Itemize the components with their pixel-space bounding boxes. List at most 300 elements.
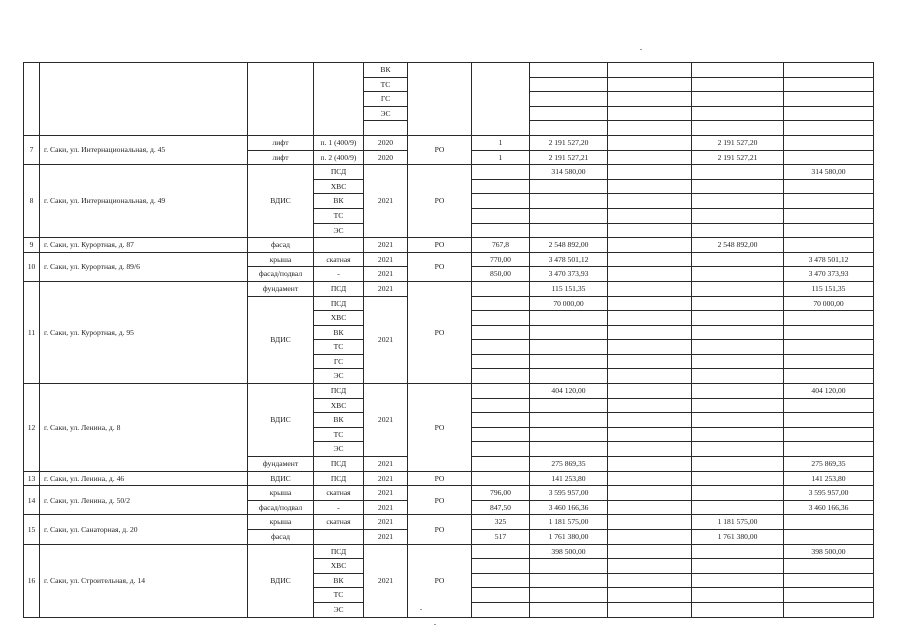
table-cell: ТС [314, 208, 364, 223]
table-cell: крыша [248, 515, 314, 530]
table-row [24, 135, 874, 150]
table-cell: 1 [472, 150, 530, 165]
table-cell [692, 442, 784, 457]
table-cell: 2021 [364, 471, 408, 486]
table-cell: 14 [24, 486, 40, 515]
table-cell: п. 1 (400/9) [314, 135, 364, 150]
table-row [24, 63, 874, 78]
table-cell [608, 267, 692, 282]
table-cell [784, 588, 874, 603]
table-cell: 796,00 [472, 486, 530, 501]
table-cell [692, 340, 784, 355]
table-cell: г. Саки, ул. Интернациональная, д. 45 [40, 135, 248, 164]
table-cell [472, 442, 530, 457]
table-cell: г. Саки, ул. Курортная, д. 89/6 [40, 252, 248, 281]
table-cell [692, 325, 784, 340]
table-cell: ЭС [314, 442, 364, 457]
table-cell: 2 548 892,00 [530, 238, 608, 253]
table-cell: фасад/подвал [248, 267, 314, 282]
table-cell: 70 000,00 [530, 296, 608, 311]
table-cell: 1 [472, 135, 530, 150]
table-cell: ПСД [314, 457, 364, 472]
table-cell: 2021 [364, 544, 408, 617]
table-cell: РО [408, 238, 472, 253]
table-cell [314, 63, 364, 136]
table-cell [692, 281, 784, 296]
table-cell: крыша [248, 252, 314, 267]
table-cell [530, 92, 608, 107]
table-cell [530, 325, 608, 340]
table-cell: 767,8 [472, 238, 530, 253]
table-cell [692, 486, 784, 501]
table-cell [472, 602, 530, 617]
table-cell [608, 238, 692, 253]
table-cell [608, 588, 692, 603]
table-cell [472, 559, 530, 574]
table-cell: 16 [24, 544, 40, 617]
table-cell [784, 515, 874, 530]
table-cell: 2020 [364, 135, 408, 150]
table-cell [608, 457, 692, 472]
table-cell: 8 [24, 165, 40, 238]
table-cell: ПСД [314, 471, 364, 486]
table-cell [530, 194, 608, 209]
table-cell: РО [408, 515, 472, 544]
table-cell [530, 413, 608, 428]
table-cell: 141 253,80 [530, 471, 608, 486]
table-cell: п. 2 (400/9) [314, 150, 364, 165]
table-cell [692, 500, 784, 515]
table-cell [40, 63, 248, 136]
table-cell [530, 354, 608, 369]
table-cell: скатная [314, 252, 364, 267]
table-cell: 3 460 166,36 [784, 500, 874, 515]
table-cell [472, 384, 530, 399]
table-cell [364, 121, 408, 136]
table-row [24, 486, 874, 501]
table-cell: фундамент [248, 281, 314, 296]
table-cell [692, 413, 784, 428]
table-cell: 70 000,00 [784, 296, 874, 311]
table-cell: ВК [314, 194, 364, 209]
table-cell [784, 427, 874, 442]
table-cell [608, 486, 692, 501]
table-cell: фасад/подвал [248, 500, 314, 515]
table-cell: 7 [24, 135, 40, 164]
table-cell: ВДИС [248, 296, 314, 384]
table-cell: ВК [364, 63, 408, 78]
table-cell: 2021 [364, 486, 408, 501]
table-cell [472, 471, 530, 486]
table-cell: 2021 [364, 252, 408, 267]
table-cell [692, 311, 784, 326]
table-cell: 2021 [364, 457, 408, 472]
table-cell [472, 427, 530, 442]
table-cell [608, 413, 692, 428]
table-cell [530, 311, 608, 326]
table-cell [608, 442, 692, 457]
table-cell: ПСД [314, 384, 364, 399]
table-cell: ВДИС [248, 471, 314, 486]
table-cell: фасад [248, 238, 314, 253]
table-cell [608, 602, 692, 617]
table-cell: 314 580,00 [530, 165, 608, 180]
table-row [24, 238, 874, 253]
table-cell: 3 478 501,12 [784, 252, 874, 267]
table-cell: РО [408, 252, 472, 281]
table-cell: 2 191 527,21 [530, 150, 608, 165]
table-cell [692, 121, 784, 136]
table-cell [530, 398, 608, 413]
table-cell [530, 559, 608, 574]
table-cell [472, 369, 530, 384]
table-cell: 847,50 [472, 500, 530, 515]
table-cell: лифт [248, 150, 314, 165]
table-cell: ГС [314, 354, 364, 369]
table-cell [692, 384, 784, 399]
table-cell [608, 398, 692, 413]
table-cell [692, 427, 784, 442]
table-cell [472, 354, 530, 369]
table-cell: 2021 [364, 515, 408, 530]
table-cell [608, 135, 692, 150]
table-cell: ХВС [314, 559, 364, 574]
table-cell [784, 121, 874, 136]
table-cell [784, 63, 874, 78]
table-cell: 3 470 373,93 [530, 267, 608, 282]
table-cell: 115 151,35 [530, 281, 608, 296]
table-cell [608, 544, 692, 559]
table-cell: 141 253,80 [784, 471, 874, 486]
table-row [24, 515, 874, 530]
scan-speck [420, 609, 422, 610]
table-cell [692, 471, 784, 486]
table-body [24, 63, 874, 618]
table-cell: ВК [314, 573, 364, 588]
table-cell [692, 573, 784, 588]
table-cell [608, 92, 692, 107]
table-cell [692, 544, 784, 559]
table-cell [472, 588, 530, 603]
scan-speck [434, 624, 436, 625]
table-cell [784, 369, 874, 384]
table-cell [784, 77, 874, 92]
table-cell [530, 588, 608, 603]
table-cell [608, 427, 692, 442]
table-cell [530, 442, 608, 457]
table-cell: ТС [314, 427, 364, 442]
table-cell: ЭС [314, 369, 364, 384]
table-cell [784, 602, 874, 617]
table-cell [608, 150, 692, 165]
table-cell [692, 559, 784, 574]
table-cell [608, 77, 692, 92]
table-cell [692, 92, 784, 107]
table-cell [530, 340, 608, 355]
table-cell: 275 869,35 [530, 457, 608, 472]
table-cell [608, 340, 692, 355]
table-cell: ЭС [314, 223, 364, 238]
table-cell: 3 595 957,00 [530, 486, 608, 501]
table-cell: 15 [24, 515, 40, 544]
table-cell: 770,00 [472, 252, 530, 267]
table-cell: г. Саки, ул. Строительная, д. 14 [40, 544, 248, 617]
table-cell: 2020 [364, 150, 408, 165]
table-cell: ЭС [364, 106, 408, 121]
table-cell: г. Саки, ул. Интернациональная, д. 49 [40, 165, 248, 238]
table-cell [608, 559, 692, 574]
table-cell: РО [408, 135, 472, 164]
table-cell: 13 [24, 471, 40, 486]
table-cell: ВК [314, 325, 364, 340]
table-cell: ВДИС [248, 165, 314, 238]
table-cell [692, 63, 784, 78]
table-cell [472, 457, 530, 472]
table-row [24, 252, 874, 267]
table-cell [692, 267, 784, 282]
table-cell [784, 354, 874, 369]
table-cell: 3 595 957,00 [784, 486, 874, 501]
table-row [24, 544, 874, 559]
repair-schedule-table [23, 62, 874, 618]
table-cell [608, 515, 692, 530]
table-cell [692, 252, 784, 267]
table-cell [530, 121, 608, 136]
table-cell [530, 77, 608, 92]
table-cell: РО [408, 165, 472, 238]
table-cell: 3 470 373,93 [784, 267, 874, 282]
table-cell [692, 602, 784, 617]
table-cell: 2021 [364, 384, 408, 457]
table-cell [784, 559, 874, 574]
table-cell: ПСД [314, 544, 364, 559]
table-cell: 517 [472, 530, 530, 545]
table-cell: РО [408, 486, 472, 515]
table-cell: фундамент [248, 457, 314, 472]
table-cell [248, 63, 314, 136]
table-row [24, 471, 874, 486]
table-cell [784, 135, 874, 150]
table-cell: фасад [248, 530, 314, 545]
table-cell [692, 588, 784, 603]
table-cell: 2021 [364, 267, 408, 282]
table-cell [784, 179, 874, 194]
table-cell: - [314, 500, 364, 515]
table-cell [692, 457, 784, 472]
table-cell [692, 77, 784, 92]
table-cell [472, 340, 530, 355]
table-cell [472, 573, 530, 588]
table-cell [530, 106, 608, 121]
table-cell [608, 281, 692, 296]
table-cell: - [314, 267, 364, 282]
table-cell: 9 [24, 238, 40, 253]
table-cell: 12 [24, 384, 40, 472]
table-cell: ХВС [314, 398, 364, 413]
table-cell [784, 223, 874, 238]
table-cell [408, 63, 472, 136]
table-cell: 2 548 892,00 [692, 238, 784, 253]
table-cell: 1 181 575,00 [530, 515, 608, 530]
table-cell: 2 191 527,20 [692, 135, 784, 150]
table-cell: 325 [472, 515, 530, 530]
table-cell [692, 208, 784, 223]
table-cell [784, 325, 874, 340]
table-cell: 1 761 380,00 [692, 530, 784, 545]
table-cell: ЭС [314, 602, 364, 617]
table-cell: 398 500,00 [784, 544, 874, 559]
table-cell [608, 179, 692, 194]
table-cell [692, 165, 784, 180]
table-cell: ПСД [314, 296, 364, 311]
table-cell [530, 573, 608, 588]
table-cell [530, 427, 608, 442]
table-cell [472, 194, 530, 209]
table-cell [472, 63, 530, 136]
table-cell [784, 194, 874, 209]
table-cell [692, 369, 784, 384]
table-cell [472, 281, 530, 296]
table-cell [692, 354, 784, 369]
table-cell: 2021 [364, 281, 408, 296]
table-row [24, 165, 874, 180]
table-cell: г. Саки, ул. Ленина, д. 8 [40, 384, 248, 472]
table-cell [314, 238, 364, 253]
table-cell: 398 500,00 [530, 544, 608, 559]
table-cell: г. Саки, ул. Курортная, д. 95 [40, 281, 248, 383]
table-cell: 2021 [364, 238, 408, 253]
table-cell: 314 580,00 [784, 165, 874, 180]
table-cell: ПСД [314, 281, 364, 296]
table-cell: 850,00 [472, 267, 530, 282]
table-cell: г. Саки, ул. Санаторная, д. 20 [40, 515, 248, 544]
table-cell [784, 530, 874, 545]
table-cell: ВДИС [248, 384, 314, 457]
table-cell [472, 165, 530, 180]
table-cell [472, 544, 530, 559]
table-cell: 115 151,35 [784, 281, 874, 296]
table-cell [784, 92, 874, 107]
table-cell [608, 63, 692, 78]
table-cell: 11 [24, 281, 40, 383]
table-cell [692, 179, 784, 194]
table-cell: 275 869,35 [784, 457, 874, 472]
table-cell [608, 121, 692, 136]
table-cell: ХВС [314, 311, 364, 326]
table-cell: ПСД [314, 165, 364, 180]
table-cell [472, 296, 530, 311]
table-cell [530, 208, 608, 223]
table-cell: г. Саки, ул. Ленина, д. 50/2 [40, 486, 248, 515]
table-cell [530, 63, 608, 78]
table-cell [784, 413, 874, 428]
table-cell [692, 398, 784, 413]
table-cell: РО [408, 471, 472, 486]
table-cell [608, 194, 692, 209]
table-cell [784, 340, 874, 355]
table-cell [608, 354, 692, 369]
scan-speck [640, 49, 642, 50]
table-cell: 3 478 501,12 [530, 252, 608, 267]
table-cell [608, 223, 692, 238]
table-cell: РО [408, 281, 472, 383]
table-cell: 2021 [364, 530, 408, 545]
table-cell [608, 106, 692, 121]
table-cell [608, 530, 692, 545]
table-cell [784, 311, 874, 326]
table-cell [608, 296, 692, 311]
table-cell [530, 223, 608, 238]
table-cell [784, 398, 874, 413]
table-row [24, 281, 874, 296]
table-cell: ХВС [314, 179, 364, 194]
table-cell [784, 442, 874, 457]
table-cell: ВДИС [248, 544, 314, 617]
table-cell [608, 384, 692, 399]
table-cell: 2021 [364, 296, 408, 384]
table-cell: скатная [314, 515, 364, 530]
table-cell: скатная [314, 486, 364, 501]
table-cell: РО [408, 384, 472, 472]
table-cell [608, 471, 692, 486]
table-cell [472, 311, 530, 326]
table-cell: ГС [364, 92, 408, 107]
table-cell [692, 296, 784, 311]
table-cell [472, 325, 530, 340]
table-cell [784, 238, 874, 253]
table-cell [608, 208, 692, 223]
table-cell [608, 573, 692, 588]
table-cell [530, 369, 608, 384]
table-cell [608, 311, 692, 326]
table-cell: РО [408, 544, 472, 617]
table-cell [472, 208, 530, 223]
table-cell [472, 179, 530, 194]
table-cell: ТС [314, 340, 364, 355]
table-cell: крыша [248, 486, 314, 501]
table-row [24, 384, 874, 399]
table-cell [692, 223, 784, 238]
table-cell [784, 573, 874, 588]
table-cell [314, 530, 364, 545]
table-cell: 3 460 166,36 [530, 500, 608, 515]
table-cell: лифт [248, 135, 314, 150]
table-cell [608, 369, 692, 384]
table-cell [608, 252, 692, 267]
table-cell: 404 120,00 [784, 384, 874, 399]
table-cell [530, 179, 608, 194]
table-cell [784, 150, 874, 165]
table-cell [472, 223, 530, 238]
table-cell: 2 191 527,21 [692, 150, 784, 165]
table-cell: 1 761 380,00 [530, 530, 608, 545]
table-cell: 2021 [364, 165, 408, 238]
table-cell: 1 181 575,00 [692, 515, 784, 530]
table-cell: 10 [24, 252, 40, 281]
table-cell: г. Саки, ул. Курортная, д. 87 [40, 238, 248, 253]
table-cell [784, 106, 874, 121]
table-cell [608, 325, 692, 340]
table-cell: ТС [314, 588, 364, 603]
table-cell [692, 106, 784, 121]
table-cell: г. Саки, ул. Ленина, д. 46 [40, 471, 248, 486]
table-cell: 2021 [364, 500, 408, 515]
table-cell [784, 208, 874, 223]
table-cell [692, 194, 784, 209]
table-cell [24, 63, 40, 136]
table-cell [608, 500, 692, 515]
table-cell: 2 191 527,20 [530, 135, 608, 150]
